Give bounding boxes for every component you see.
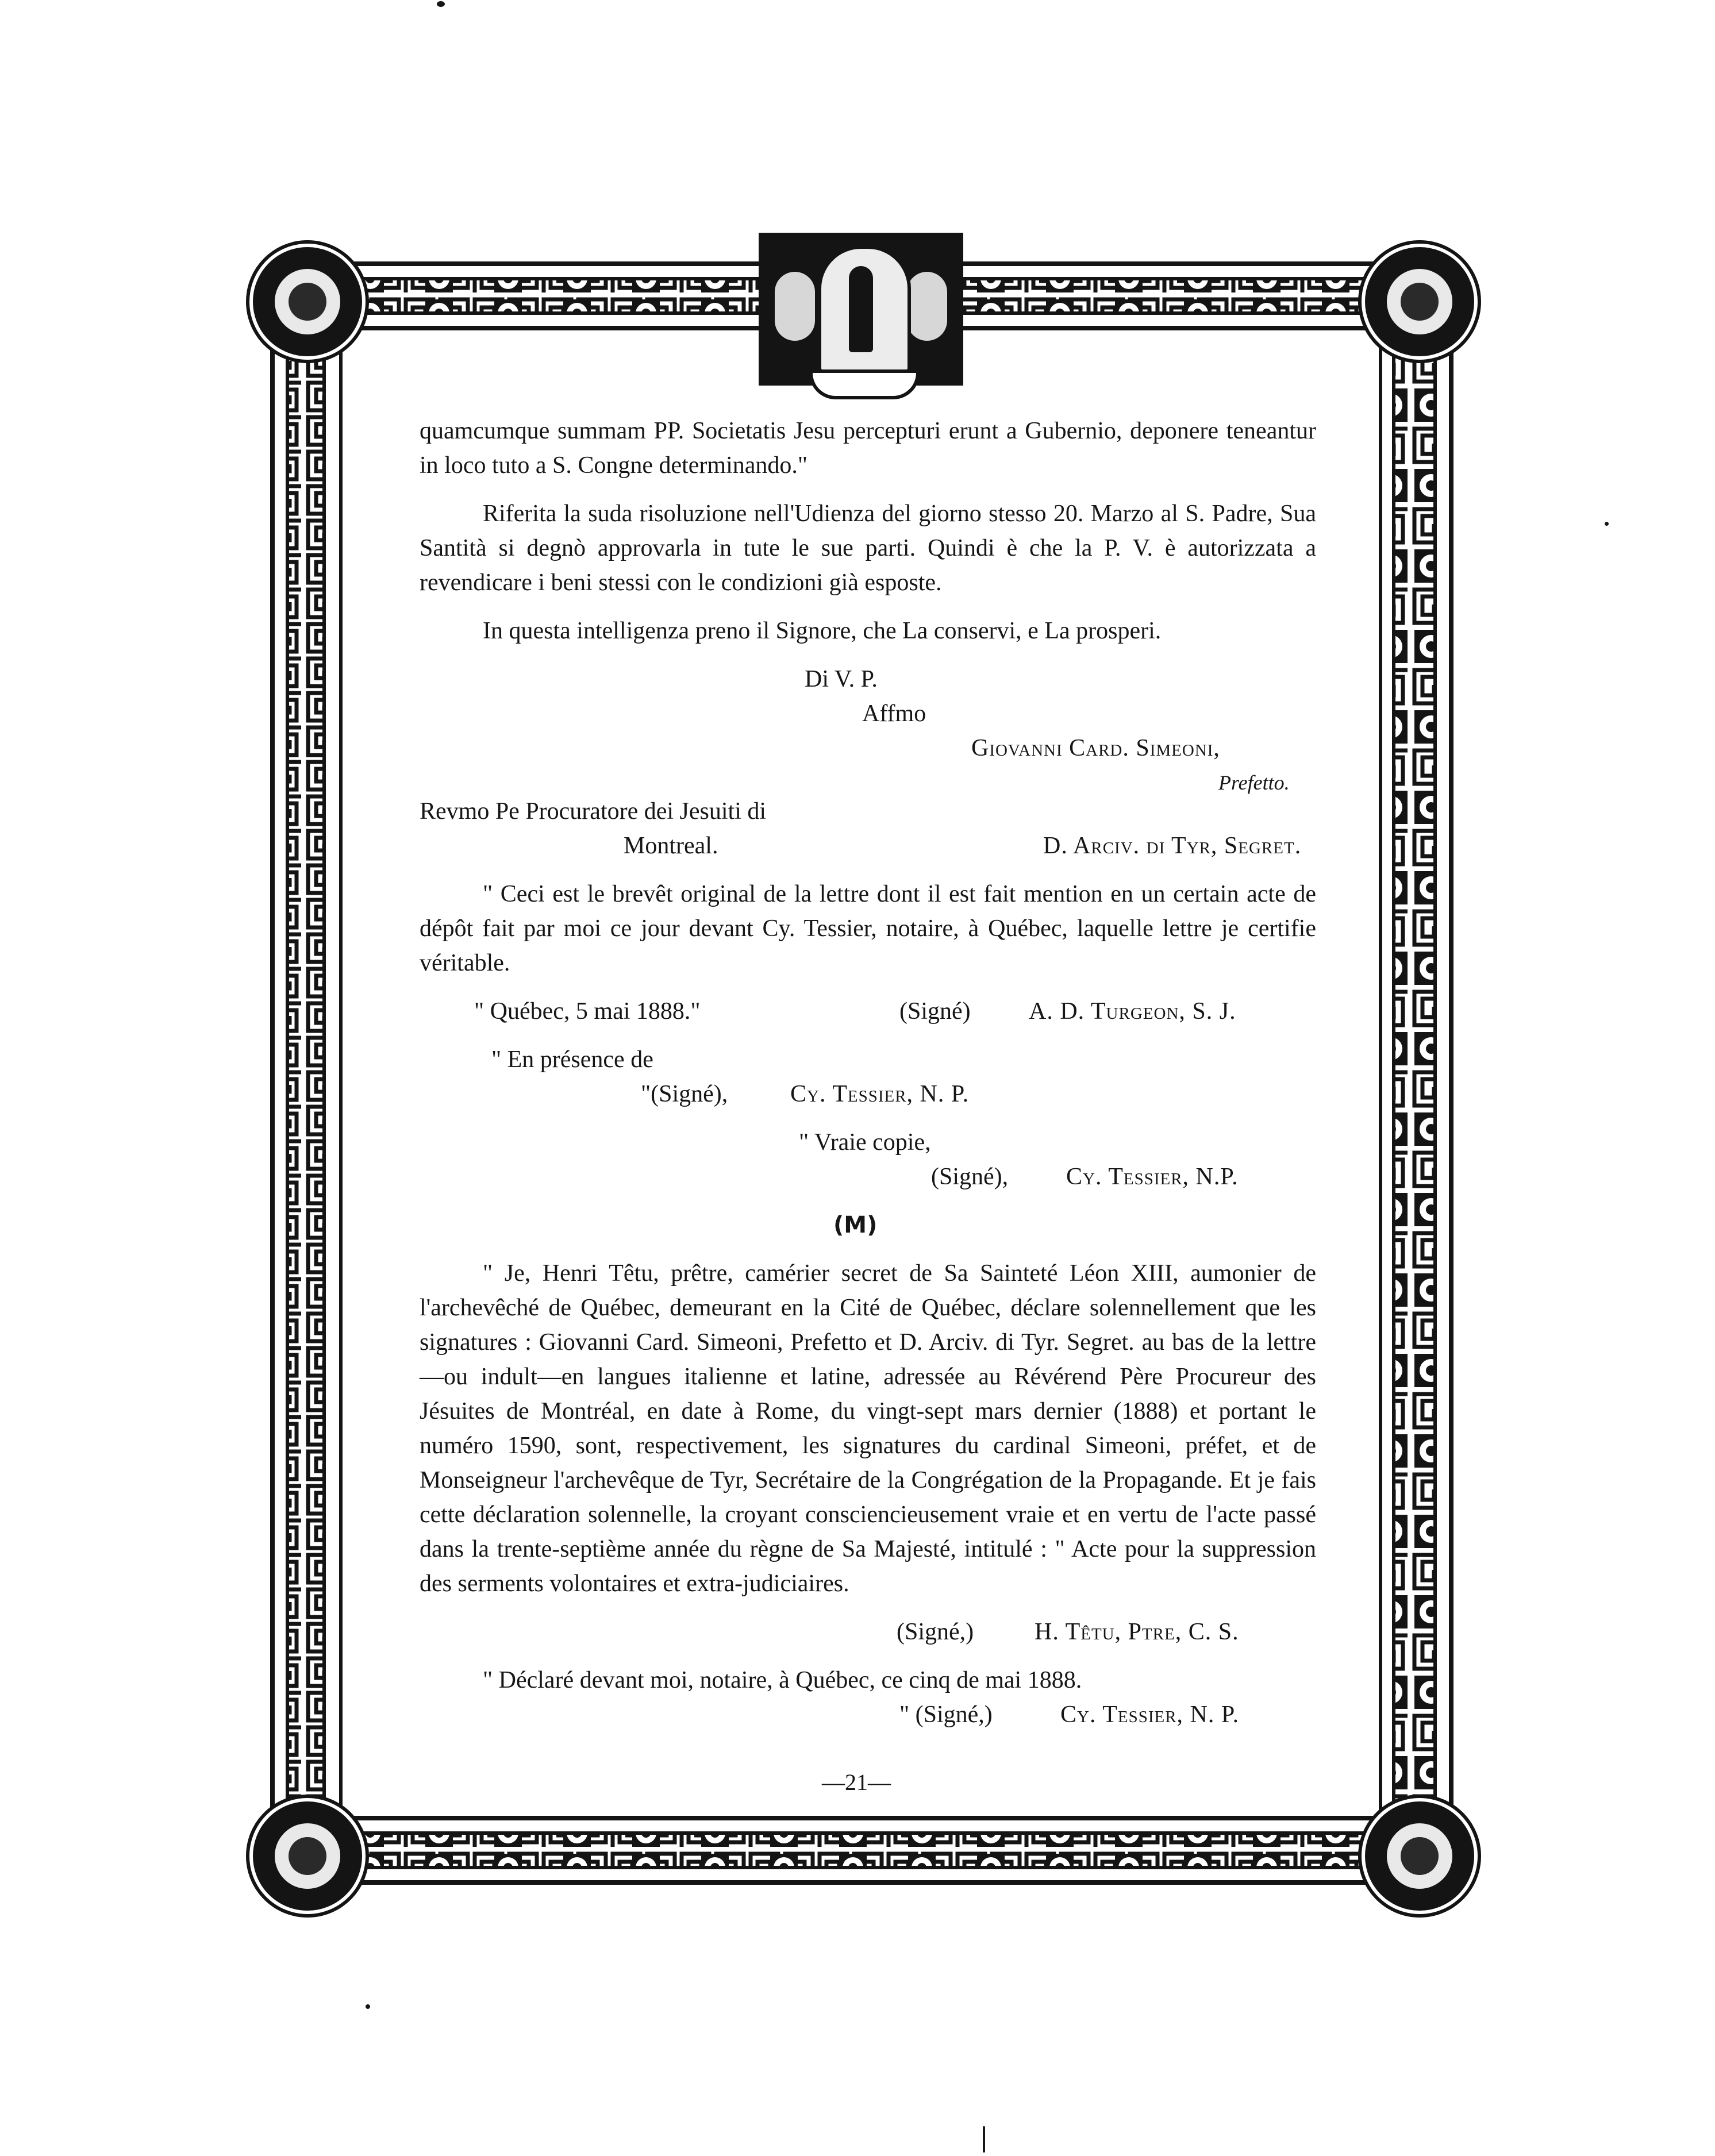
scan-speck: [437, 1, 445, 7]
ceci-paragraph: " Ceci est le brevêt original de la lettre dont il est fait mention en un certain acte de dépôt fait par moi ce jour devant Cy. Tessier, notaire, à Québec, laquelle lettre je certifie véritable.: [420, 881, 1316, 976]
central-medallion-madonna: [759, 233, 963, 386]
page-text: [420, 414, 1316, 1732]
top-left-corner-ornament: [253, 247, 362, 356]
opening-paragraph: quamcumque summam PP. Societatis Jesu percepturi erunt a Gubernio, deponere teneantur in loco tuto a S. Congne determinando.": [420, 418, 1316, 479]
left-border-band: [270, 345, 351, 1816]
riferita-paragraph: Riferita la suda risoluzione nell'Udienza del giorno stesso 20. Marzo al S. Padre, Sua Santità si degnò approvarla in tute le sue parti. Quindi è che la P. V. è autorizzata a revendicare i beni stessi con le condizioni già esposte.: [420, 500, 1316, 596]
tetu-declaration-paragraph: " Je, Henri Têtu, prêtre, camérier secret de Sa Sainteté Léon XIII, aumonier de l'archevêché de Québec, demeurant en la Cité de Québec, déclare solennellement que les signatures : Giovanni Card. Simeoni, Prefetto et D. Arciv. di Tyr. Segret. au bas de la lettre—ou indult—en langues italienne et latine, adressée au Révérend Père Procureur des Jésuites de Montréal, en date à Rome, du vingt-sept mars dernier (1888) et portant le numéro 1590, sont, respectivement, les signatures du cardinal Simeoni, préfet, et de Monseigneur l'archevêque de Tyr, Secrétaire de la Congrégation de la Propagande. Et je fais cette déclaration solennelle, la croyant consciencieusement vraie et en vertu de l'acte passé dans la trente-septième année du règne de Sa Majesté, intitulé : " Acte pour la suppression des serments volontaires et extra-judiciaires.: [420, 1260, 1316, 1597]
scan-speck: [1605, 522, 1609, 526]
declare-line: " Déclaré devant moi, notaire, à Québec, ce cinq de mai 1888.: [483, 1667, 1082, 1693]
signature-tessier-line-1: "(Signé), Cy. Tessier, N. P.: [641, 1081, 970, 1107]
addressee-line-2: Montreal. D. Arciv. di Tyr, Segret.: [624, 833, 1302, 859]
scan-speck: [983, 2126, 985, 2153]
top-right-corner-ornament: [1365, 247, 1474, 356]
signature-tetu-line: (Signé,) H. Têtu, Ptre, C. S.: [897, 1619, 1239, 1645]
signature-turgeon-line: " Québec, 5 mai 1888." (Signé) A. D. Turgeon, S. J.: [474, 998, 1236, 1025]
questa-paragraph: In questa intelligenza preno il Signore, che La conservi, e La prosperi.: [483, 618, 1162, 644]
bottom-border-band: [333, 1816, 1379, 1885]
vraie-copie-line: " Vraie copie,: [799, 1129, 931, 1156]
title-prefetto: Prefetto.: [1218, 771, 1290, 794]
closing-affmo: Affmo: [862, 700, 926, 727]
page-number: —21—: [822, 1769, 891, 1795]
bottom-right-corner-ornament: [1365, 1801, 1474, 1911]
signature-simeoni: Giovanni Card. Simeoni,: [971, 735, 1220, 761]
right-border-band: [1371, 345, 1457, 1816]
scan-speck: [366, 2004, 370, 2009]
addressee-line-1: Revmo Pe Procuratore dei Jesuiti di: [420, 798, 767, 825]
section-letter-m: (M): [833, 1212, 878, 1238]
signature-tessier-line-3: " (Signé,) Cy. Tessier, N. P.: [899, 1701, 1240, 1728]
closing-di-vp: Di V. P.: [805, 666, 878, 692]
presence-line: " En présence de: [491, 1046, 653, 1073]
bottom-left-corner-ornament: [253, 1801, 362, 1911]
signature-tessier-line-2: (Signé), Cy. Tessier, N.P.: [931, 1164, 1239, 1190]
